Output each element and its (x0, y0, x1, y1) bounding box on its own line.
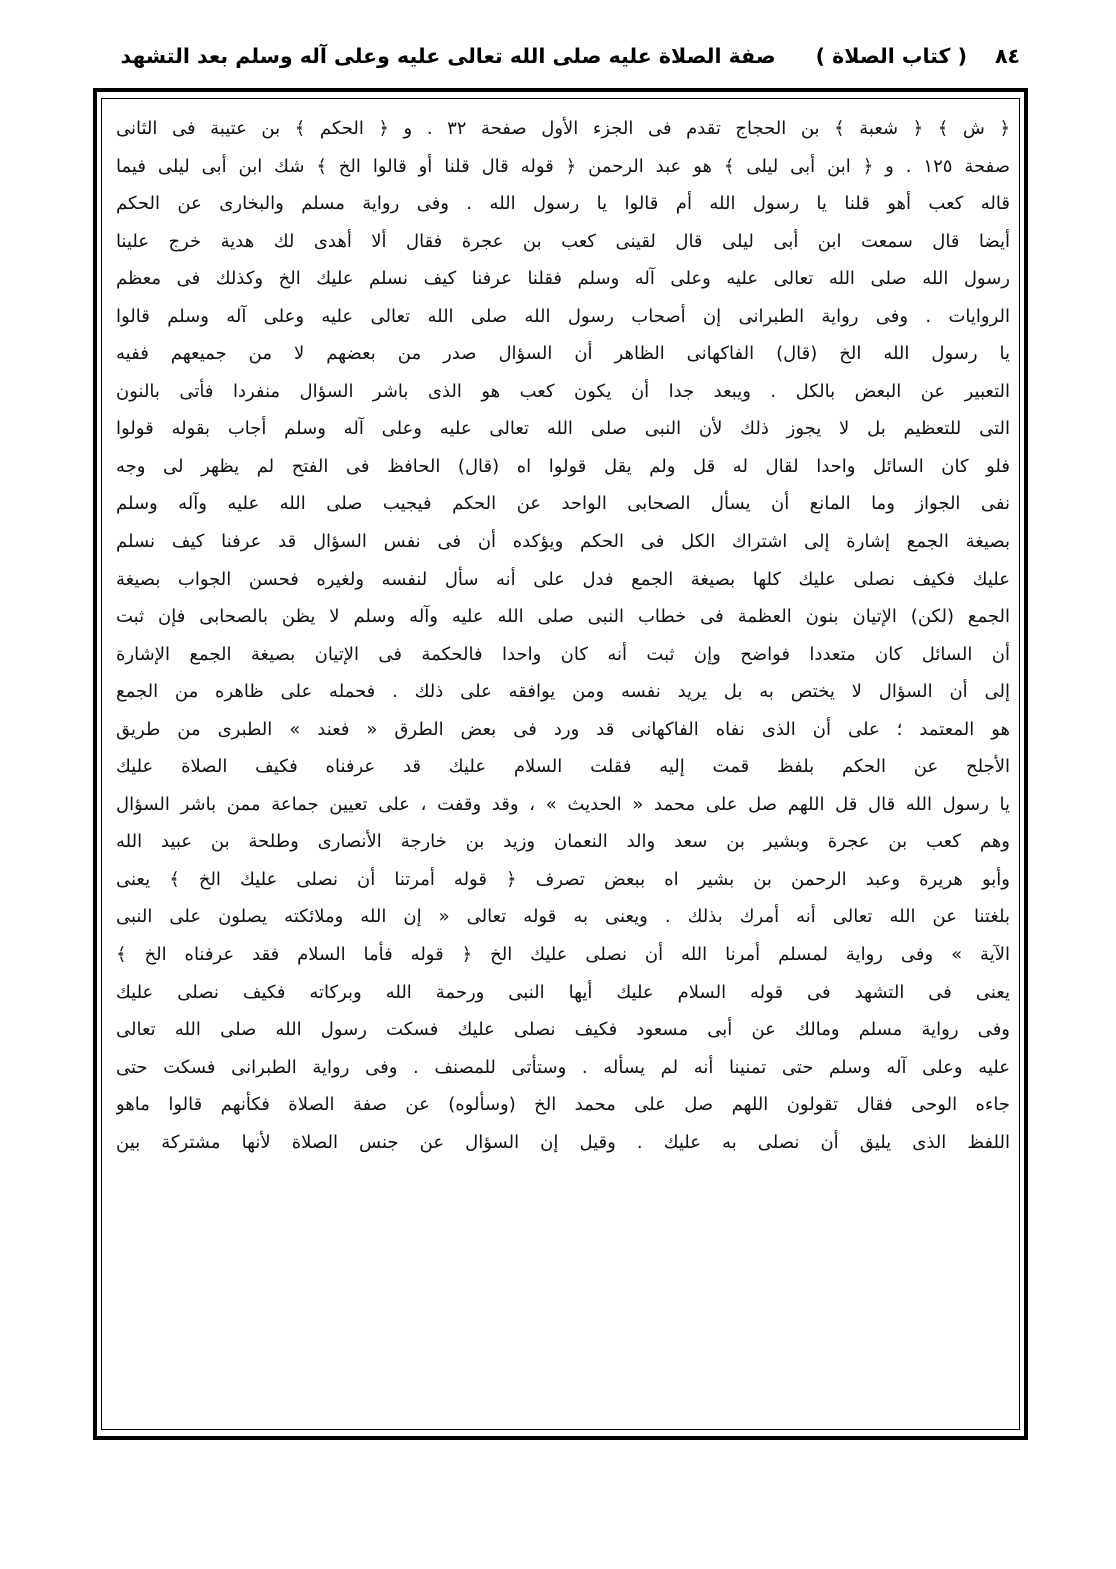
text-line: عليك فكيف نصلى عليك كلها بصيغة الجمع فدل على أنه سأل لنفسه ولغيره فحسن الجواب بصيغة (116, 568, 1010, 590)
text-line: يا رسول الله الخ (قال) الفاكهانى الظاهر أن السؤال صدر من بعضهم لا من جميعهم ففيه (116, 343, 1010, 365)
text-line: عليه وعلى آله وسلم حتى تمنينا أنه لم يسأله . وستأتى للمصنف . وفى رواية الطبرانى فسكت حتى (116, 1056, 1010, 1078)
chapter-title: صفة الصلاة عليه صلى الله تعالى عليه وعلى آله وسلم بعد التشهد (120, 44, 776, 68)
text-line: بصيغة الجمع إشارة إلى اشتراك الكل فى الحكم ويؤكده أن فى نفس السؤال قد عرفنا كيف نسلم (116, 531, 1010, 553)
book-title: ( كتاب الصلاة ) (815, 44, 967, 68)
commentary-text (116, 110, 1010, 1425)
text-line: صفحة ١٢٥ . و ﴿ ابن أبى ليلى ﴾ هو عبد الرحمن ﴿ قوله قال قلنا أو قالوا الخ ﴾ شك ابن أبى ليلى فيما (116, 155, 1010, 177)
text-line: رسول الله صلى الله تعالى عليه وعلى آله وسلم فقلنا عرفنا كيف نسلم عليك الخ وكذلك فى معظم (116, 268, 1010, 290)
text-line: قاله كعب أهو قلنا يا رسول الله أم قالوا يا رسول الله . وفى رواية مسلم والبخارى عن الحكم (116, 193, 1010, 215)
running-header (120, 24, 1020, 88)
text-line: يا رسول الله قال قل اللهم صل على محمد « الحديث » ، وقد وقفت ، على تعيين جماعة ممن باشر السؤال (116, 793, 1010, 815)
page-number: ٨٤ (994, 44, 1020, 68)
text-line: وأبو هريرة وعبد الرحمن بن بشير اه ببعض تصرف ﴿ قوله أمرتنا أن نصلى عليك الخ ﴾ يعنى (116, 868, 1010, 890)
text-line: وفى رواية مسلم ومالك عن أبى مسعود فكيف نصلى عليك فسكت رسول الله صلى الله تعالى (116, 1019, 1010, 1041)
text-line: الروايات . وفى رواية الطبرانى إن أصحاب رسول الله صلى الله تعالى عليه وعلى آله وسلم قالوا (116, 305, 1010, 327)
text-line: بلغتنا عن الله تعالى أنه أمرك بذلك . ويعنى به قوله تعالى « إن الله وملائكته يصلون على النبى (116, 906, 1010, 928)
text-line: التى للتعظيم بل لا يجوز ذلك لأن النبى صلى الله تعالى عليه وعلى آله وسلم أجاب بقوله قولوا (116, 418, 1010, 440)
text-line: الآية » وفى رواية لمسلم أمرنا الله أن نصلى عليك الخ ﴿ قوله فأما السلام فقد عرفناه الخ ﴾ (116, 944, 1010, 966)
text-line: نفى الجواز وما المانع أن يسأل الصحابى الواحد عن الحكم فيجيب صلى الله عليه وآله وسلم (116, 493, 1010, 515)
text-line: جاءه الوحى فقال تقولون اللهم صل على محمد الخ (وسألوه) عن صفة الصلاة فكأنهم قالوا ماهو (116, 1094, 1010, 1116)
text-line: التعبير عن البعض بالكل . ويبعد جدا أن يكون كعب هو الذى باشر السؤال منفردا فأتى بالنون (116, 380, 1010, 402)
text-line: الأجلح عن الحكم بلفظ قمت إليه فقلت السلام عليك قد عرفناه فكيف الصلاة عليك (116, 756, 1010, 778)
text-line: اللفظ الذى يليق أن نصلى به عليك . وقيل إن السؤال عن جنس الصلاة لأنها مشتركة بين (116, 1131, 1010, 1153)
text-line: هو المعتمد ؛ على أن الذى نفاه الفاكهانى قد ورد فى بعض الطرق « فعند » الطبرى من طريق (116, 718, 1010, 740)
text-line: أن السائل كان متعددا فواضح وإن ثبت أنه كان واحدا فالحكمة فى الإتيان بصيغة الجمع الإشارة (116, 643, 1010, 665)
text-line: الجمع (لكن) الإتيان بنون العظمة فى خطاب النبى صلى الله عليه وآله وسلم لا يظن بالصحابى فإن ثبت (116, 606, 1010, 628)
text-line: فلو كان السائل واحدا لقال له قل ولم يقل قولوا اه (قال) الحافظ فى الفتح لم يظهر لى وجه (116, 455, 1010, 477)
text-line: أيضا قال سمعت ابن أبى ليلى قال لقينى كعب بن عجرة فقال ألا أهدى لك هدية خرج علينا (116, 230, 1010, 252)
text-line: ﴿ ش ﴾ ﴿ شعبة ﴾ بن الحجاج تقدم فى الجزء الأول صفحة ٣٢ . و ﴿ الحكم ﴾ بن عتيبة فى الثانى (116, 118, 1010, 139)
text-line: إلى أن السؤال لا يختص به بل يريد نفسه ومن يوافقه على ذلك . فحمله على ظاهره من الجمع (116, 681, 1010, 703)
text-line: وهم كعب بن عجرة وبشير بن سعد والد النعمان وزيد بن خارجة الأنصارى وطلحة بن عبيد الله (116, 831, 1010, 853)
text-line: يعنى فى التشهد فى قوله السلام عليك أيها النبى ورحمة الله وبركاته فكيف نصلى عليك (116, 981, 1010, 1003)
